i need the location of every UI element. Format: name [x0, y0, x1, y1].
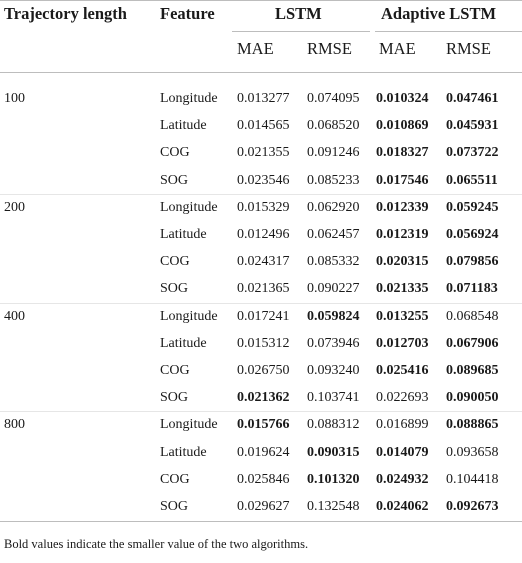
- adaptive-rmse-cell: 0.073722: [446, 145, 499, 161]
- lstm-mae-cell: 0.017241: [237, 308, 290, 324]
- adaptive-rmse-cell: 0.104418: [446, 471, 499, 487]
- lstm-mae-cell: 0.021362: [237, 390, 290, 406]
- adaptive-mae-cell: 0.012339: [376, 199, 429, 215]
- table-row: [0, 222, 522, 248]
- adaptive-mae-cell: 0.018327: [376, 145, 429, 161]
- table-row: [0, 467, 522, 493]
- adaptive-mae-cell: 0.014079: [376, 444, 429, 460]
- table-row: [0, 113, 522, 139]
- feature-cell: COG: [160, 471, 190, 487]
- lstm-mae-cell: 0.015312: [237, 335, 290, 351]
- lstm-rmse-cell: 0.068520: [307, 118, 360, 134]
- lstm-mae-cell: 0.015329: [237, 199, 290, 215]
- adaptive-mae-cell: 0.025416: [376, 363, 429, 378]
- adaptive-mae-cell: 0.012703: [376, 335, 429, 351]
- bottom-rule: [0, 521, 522, 522]
- adaptive-rmse-cell: 0.093658: [446, 444, 499, 460]
- adaptive-mae-cell: 0.012319: [376, 227, 429, 242]
- adaptive-rmse-cell: 0.088865: [446, 417, 499, 433]
- table-row: [0, 494, 522, 520]
- trajectory-length-cell: 100: [4, 91, 25, 106]
- table-row: [0, 195, 522, 221]
- lstm-rmse-cell: 0.101320: [307, 471, 360, 487]
- adaptive-rmse-cell: 0.089685: [446, 363, 499, 378]
- table-row: [0, 331, 522, 357]
- lstm-mae-cell: 0.021365: [237, 281, 290, 297]
- col-group-lstm: LSTM: [275, 4, 322, 23]
- table-row: [0, 249, 522, 275]
- trajectory-length-cell: 200: [4, 199, 25, 215]
- adaptive-mae-cell: 0.024062: [376, 499, 429, 514]
- lstm-rmse-cell: 0.093240: [307, 363, 360, 378]
- adaptive-rmse-cell: 0.065511: [446, 172, 498, 188]
- lstm-rmse-cell: 0.059824: [307, 308, 360, 324]
- lstm-rmse-cell: 0.132548: [307, 499, 360, 514]
- feature-cell: SOG: [160, 499, 189, 514]
- adaptive-mae-cell: 0.017546: [376, 172, 429, 188]
- lstm-mae-cell: 0.019624: [237, 444, 290, 460]
- lstm-rmse-cell: 0.062457: [307, 227, 360, 242]
- lstm-mae-cell: 0.021355: [237, 145, 290, 161]
- lstm-rmse-cell: 0.090227: [307, 281, 360, 297]
- adaptive-rmse-cell: 0.059245: [446, 199, 499, 215]
- adaptive-mae-cell: 0.016899: [376, 417, 429, 433]
- feature-cell: Latitude: [160, 118, 207, 134]
- header-row-2: [0, 30, 522, 72]
- lstm-mae-cell: 0.012496: [237, 227, 290, 242]
- table-row: [0, 440, 522, 466]
- lstm-mae-cell: 0.015766: [237, 417, 290, 433]
- adaptive-mae-cell: 0.022693: [376, 390, 429, 406]
- feature-cell: Longitude: [160, 417, 218, 433]
- feature-cell: COG: [160, 363, 190, 378]
- lstm-mae-cell: 0.029627: [237, 499, 290, 514]
- table-footnote: Bold values indicate the smaller value of the two algorithms.: [4, 537, 309, 551]
- adaptive-mae-cell: 0.010869: [376, 118, 429, 134]
- lstm-rmse-cell: 0.062920: [307, 199, 360, 215]
- header-rule: [0, 72, 522, 73]
- lstm-mae-cell: 0.024317: [237, 254, 290, 270]
- col-group-adaptive-lstm: Adaptive LSTM: [381, 4, 497, 23]
- lstm-rmse-cell: 0.091246: [307, 145, 360, 161]
- adaptive-rmse-cell: 0.092673: [446, 499, 499, 514]
- table-row: [0, 86, 522, 112]
- adaptive-mae-cell: 0.013255: [376, 308, 429, 324]
- table-row: [0, 304, 522, 330]
- feature-cell: Latitude: [160, 444, 207, 460]
- feature-cell: SOG: [160, 281, 189, 297]
- lstm-rmse-cell: 0.103741: [307, 390, 360, 406]
- adaptive-rmse-cell: 0.047461: [446, 91, 499, 106]
- table-row: [0, 358, 522, 384]
- adaptive-mae-cell: 0.024932: [376, 471, 429, 487]
- col-adaptive-mae: MAE: [379, 39, 416, 58]
- feature-cell: Longitude: [160, 308, 218, 324]
- adaptive-rmse-cell: 0.090050: [446, 390, 499, 406]
- lstm-rmse-cell: 0.090315: [307, 444, 360, 460]
- adaptive-mae-cell: 0.010324: [376, 91, 429, 106]
- feature-cell: SOG: [160, 172, 189, 188]
- adaptive-rmse-cell: 0.045931: [446, 118, 499, 134]
- trajectory-length-cell: 400: [4, 308, 25, 324]
- table-row: [0, 168, 522, 194]
- feature-cell: Longitude: [160, 91, 218, 106]
- adaptive-rmse-cell: 0.068548: [446, 308, 499, 324]
- lstm-mae-cell: 0.026750: [237, 363, 290, 378]
- col-trajectory-length: Trajectory length: [4, 4, 127, 23]
- col-lstm-rmse: RMSE: [307, 39, 352, 58]
- feature-cell: Latitude: [160, 335, 207, 351]
- feature-cell: Latitude: [160, 227, 207, 242]
- lstm-rmse-cell: 0.074095: [307, 91, 360, 106]
- adaptive-rmse-cell: 0.071183: [446, 281, 498, 297]
- col-feature: Feature: [160, 4, 215, 23]
- lstm-rmse-cell: 0.073946: [307, 335, 360, 351]
- table-row: [0, 412, 522, 438]
- feature-cell: SOG: [160, 390, 189, 406]
- lstm-rmse-cell: 0.088312: [307, 417, 360, 433]
- adaptive-mae-cell: 0.020315: [376, 254, 429, 270]
- feature-cell: Longitude: [160, 199, 218, 215]
- table-row: [0, 385, 522, 411]
- lstm-rmse-cell: 0.085332: [307, 254, 360, 270]
- feature-cell: COG: [160, 254, 190, 270]
- table-row: [0, 276, 522, 302]
- lstm-mae-cell: 0.023546: [237, 172, 290, 188]
- lstm-mae-cell: 0.025846: [237, 471, 290, 487]
- adaptive-mae-cell: 0.021335: [376, 281, 429, 297]
- col-adaptive-rmse: RMSE: [446, 39, 491, 58]
- col-lstm-mae: MAE: [237, 39, 274, 58]
- adaptive-rmse-cell: 0.067906: [446, 335, 499, 351]
- trajectory-length-cell: 800: [4, 417, 25, 433]
- feature-cell: COG: [160, 145, 190, 161]
- adaptive-rmse-cell: 0.056924: [446, 227, 499, 242]
- lstm-mae-cell: 0.013277: [237, 91, 290, 106]
- lstm-mae-cell: 0.014565: [237, 118, 290, 134]
- header-row-1: [0, 0, 522, 30]
- table-row: [0, 140, 522, 166]
- adaptive-rmse-cell: 0.079856: [446, 254, 499, 270]
- lstm-rmse-cell: 0.085233: [307, 172, 360, 188]
